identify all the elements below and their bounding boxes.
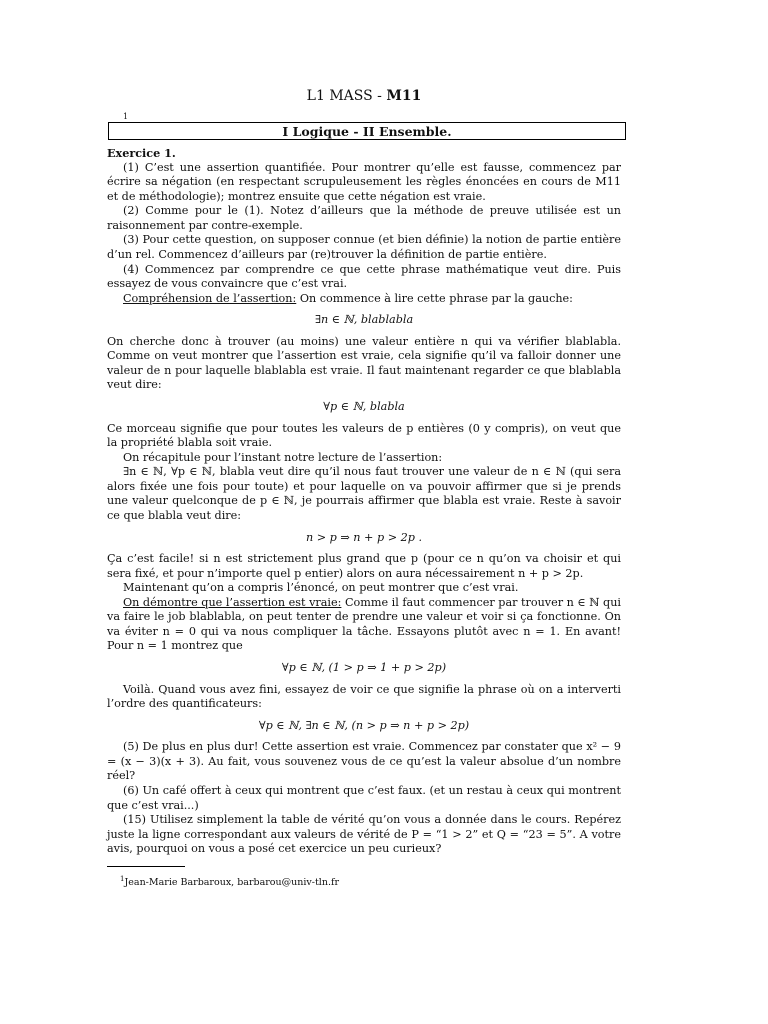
formula-implication: n > p ⇒ n + p > 2p .	[305, 530, 423, 544]
footnote	[120, 871, 339, 892]
paragraph-9: Ça c’est facile! si n est strictement plus grand que p (pour ce n qu’on va choisir et qui sera fixé, et pour n’importe quel p entier) alors on aura nécessairement n + p > 2p.	[107, 552, 621, 580]
paragraph-11: Voilà. Quand vous avez fini, essayez de voir ce que signifie la phrase où on a interverti l’ordre des quantificateurs:	[107, 682, 621, 711]
section-box: I Logique - II Ensemble.	[108, 122, 626, 140]
footnote-number: 1	[120, 875, 125, 883]
formula-n-equals-1: ∀p ∈ ℕ, (1 > p ⇒ 1 + p > 2p)	[281, 661, 447, 674]
paragraph-5: On cherche donc à trouver (au moins) une valeur entière n qui va vérifier blablabla. Comme on veut montrer que l’assertion est vraie, cela signifie qu’il va falloir donner une valeur de n pour laquelle blablabla est vraie. Il faut maintenant regarder ce que blablabla veut dire:	[107, 334, 621, 392]
paragraph-10: Maintenant qu’on a compris l’énoncé, on peut montrer que c’est vrai.	[123, 581, 519, 595]
paragraph-3: (3) Pour cette question, on supposer connue (et bien définie) la notion de partie entière d’un rel. Commencez d’ailleurs par (re)trouver la définition de partie entière.	[107, 233, 621, 261]
formula-swapped-quantifiers: ∀p ∈ ℕ, ∃n ∈ ℕ, (n > p ⇒ n + p > 2p)	[258, 718, 470, 732]
paragraph-8: ∃n ∈ ℕ, ∀p ∈ ℕ, blabla veut dire qu’il nous faut trouver une valeur de n ∈ ℕ (qui sera alors fixée une fois pour toute) et pour laquelle on va pouvoir affirmer que si je prends une valeur quelconque de p ∈ ℕ, je pourrais affirmer que blabla est vraie. Reste à savoir ce que blabla veut dire:	[107, 465, 621, 522]
paragraph-6: Ce morceau signifie que pour toutes les valeurs de p entières (0 y compris), on veut que la propriété blabla soit vraie.	[107, 421, 621, 450]
footnote-rule	[107, 866, 185, 867]
footnote-text: Jean-Marie Barbaroux, barbarou@univ-tln.fr	[124, 877, 340, 889]
paragraph-7: On récapitule pour l’instant notre lecture de l’assertion:	[123, 450, 443, 464]
formula-forall-p: ∀p ∈ ℕ, blabla	[323, 400, 405, 413]
title-course: M11	[386, 88, 422, 104]
paragraph-12: (5) De plus en plus dur! Cette assertion est vraie. Commencez par constater que x² − 9 = (x − 3)(x + 3). Au fait, vous souvenez vous de ce qu’est la valeur absolue d’un nombre réel?	[107, 740, 621, 783]
formula-exists-n: ∃n ∈ ℕ, blablabla	[314, 313, 414, 327]
page-title	[107, 88, 621, 105]
paragraph-14: (15) Utilisez simplement la table de vérité qu’on vous a donnée dans le cours. Repérez juste la ligne correspondant aux valeurs de vérité de P = “1 > 2” et Q = “23 = 5”. A votre avis, pourquoi on vous a posé cet exercice un peu curieux?	[107, 813, 621, 856]
paragraph-1: (1) C’est une assertion quantifiée. Pour montrer qu’elle est fausse, commencez par écrire sa négation (en respectant scrupuleusement les règles énoncées en cours de M11 et de méthodologie); montrez ensuite que cette négation est vraie.	[107, 160, 621, 203]
paragraph-13: (6) Un café offert à ceux qui montrent que c’est faux. (et un restau à ceux qui montrent que c’est vrai...)	[107, 783, 621, 812]
document-body	[107, 146, 621, 857]
paragraph-heading: Compréhension de l’assertion:	[123, 291, 297, 305]
paragraph-comprehension: Compréhension de l’assertion: On commence à lire cette phrase par la gauche:	[123, 291, 573, 305]
exercise-title: Exercice 1.	[107, 146, 176, 160]
paragraph-demonstration: On démontre que l’assertion est vraie: Comme il faut commencer par trouver n ∈ ℕ qui va faire le job blablabla, on peut tenter de prendre une valeur et voir si ça fonctionne. On va éviter n = 0 qui va nous compliquer la tâche. Essayons plutôt avec n = 1. En avant! Pour n = 1 montrez que	[107, 595, 621, 653]
title-text: L1 MASS -	[306, 88, 387, 104]
paragraph-2: (2) Comme pour le (1). Notez d’ailleurs que la méthode de preuve utilisée est un raisonnement par contre-exemple.	[107, 204, 621, 232]
paragraph-heading: On démontre que l’assertion est vraie:	[123, 595, 342, 609]
footnote-marker: 1	[123, 112, 129, 121]
paragraph-4: (4) Commencez par comprendre ce que cette phrase mathématique veut dire. Puis essayez de vous convaincre que c’est vrai.	[107, 262, 621, 291]
